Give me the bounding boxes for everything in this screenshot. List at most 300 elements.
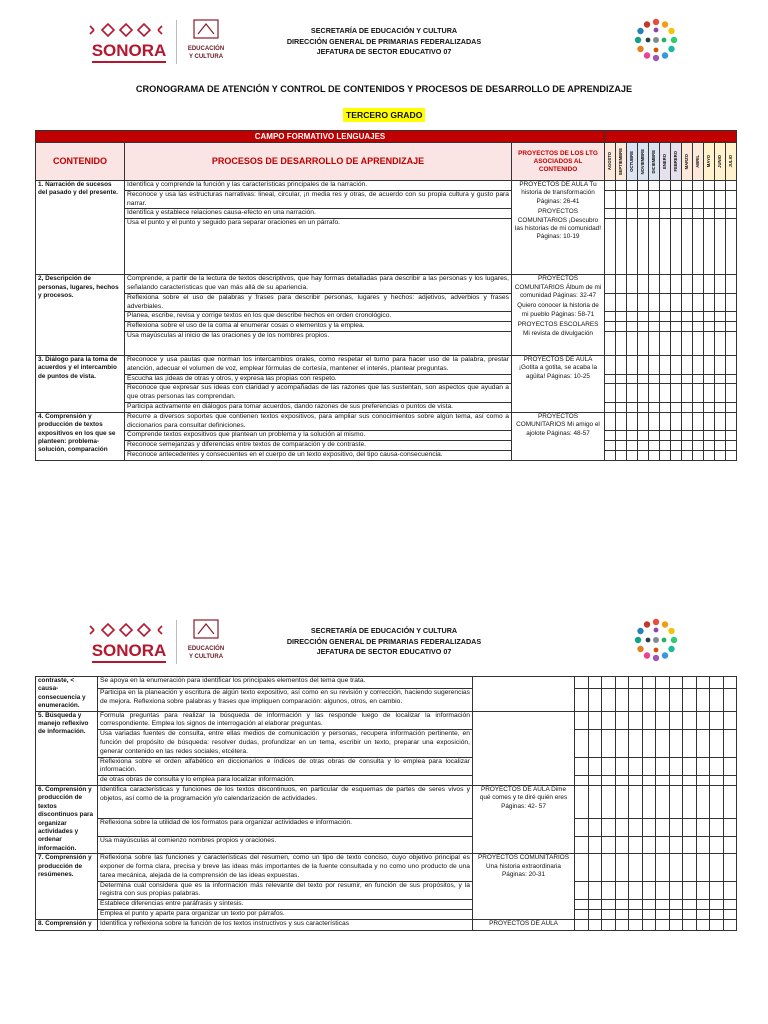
month-tracking-cell[interactable] (723, 900, 737, 910)
month-tracking-cell[interactable] (629, 854, 643, 881)
month-tracking-cell[interactable] (710, 900, 724, 910)
month-tracking-cell[interactable] (638, 331, 649, 355)
month-tracking-cell[interactable] (649, 355, 660, 374)
month-tracking-cell[interactable] (638, 190, 649, 209)
month-tracking-cell[interactable] (602, 854, 616, 881)
month-tracking-cell[interactable] (726, 384, 737, 403)
month-tracking-cell[interactable] (627, 293, 638, 312)
month-tracking-cell[interactable] (704, 322, 715, 332)
month-tracking-cell[interactable] (638, 412, 649, 431)
month-tracking-cell[interactable] (682, 293, 693, 312)
month-tracking-cell[interactable] (649, 412, 660, 431)
month-tracking-cell[interactable] (575, 900, 589, 910)
month-tracking-cell[interactable] (588, 786, 602, 819)
month-tracking-cell[interactable] (575, 711, 589, 730)
month-tracking-cell[interactable] (693, 402, 704, 412)
month-tracking-cell[interactable] (605, 209, 616, 219)
month-tracking-cell[interactable] (602, 776, 616, 786)
month-tracking-cell[interactable] (723, 786, 737, 819)
month-tracking-cell[interactable] (615, 757, 629, 776)
month-tracking-cell[interactable] (696, 730, 710, 757)
month-tracking-cell[interactable] (723, 757, 737, 776)
month-tracking-cell[interactable] (715, 450, 726, 460)
month-tracking-cell[interactable] (683, 776, 697, 786)
month-tracking-cell[interactable] (649, 293, 660, 312)
month-tracking-cell[interactable] (669, 786, 683, 819)
month-tracking-cell[interactable] (710, 910, 724, 920)
month-tracking-cell[interactable] (642, 854, 656, 881)
month-tracking-cell[interactable] (605, 431, 616, 441)
month-tracking-cell[interactable] (704, 384, 715, 403)
month-tracking-cell[interactable] (704, 331, 715, 355)
month-tracking-cell[interactable] (656, 776, 670, 786)
month-tracking-cell[interactable] (693, 219, 704, 275)
month-tracking-cell[interactable] (704, 181, 715, 191)
month-tracking-cell[interactable] (616, 441, 627, 451)
month-tracking-cell[interactable] (649, 312, 660, 322)
month-tracking-cell[interactable] (723, 819, 737, 837)
month-tracking-cell[interactable] (642, 900, 656, 910)
month-tracking-cell[interactable] (616, 402, 627, 412)
month-tracking-cell[interactable] (715, 331, 726, 355)
month-tracking-cell[interactable] (616, 190, 627, 209)
month-tracking-cell[interactable] (671, 219, 682, 275)
month-tracking-cell[interactable] (649, 402, 660, 412)
month-tracking-cell[interactable] (704, 275, 715, 294)
month-tracking-cell[interactable] (723, 919, 737, 930)
month-tracking-cell[interactable] (629, 711, 643, 730)
month-tracking-cell[interactable] (660, 293, 671, 312)
month-tracking-cell[interactable] (696, 776, 710, 786)
month-tracking-cell[interactable] (649, 322, 660, 332)
month-tracking-cell[interactable] (656, 919, 670, 930)
month-tracking-cell[interactable] (723, 688, 737, 711)
month-tracking-cell[interactable] (669, 900, 683, 910)
month-tracking-cell[interactable] (682, 384, 693, 403)
month-tracking-cell[interactable] (671, 181, 682, 191)
month-tracking-cell[interactable] (615, 677, 629, 689)
month-tracking-cell[interactable] (693, 412, 704, 431)
month-tracking-cell[interactable] (615, 776, 629, 786)
month-tracking-cell[interactable] (710, 881, 724, 900)
month-tracking-cell[interactable] (660, 412, 671, 431)
month-tracking-cell[interactable] (638, 312, 649, 322)
month-tracking-cell[interactable] (704, 412, 715, 431)
month-tracking-cell[interactable] (605, 355, 616, 374)
month-tracking-cell[interactable] (642, 836, 656, 854)
month-tracking-cell[interactable] (615, 919, 629, 930)
month-tracking-cell[interactable] (715, 441, 726, 451)
month-tracking-cell[interactable] (602, 786, 616, 819)
month-tracking-cell[interactable] (710, 786, 724, 819)
month-tracking-cell[interactable] (602, 688, 616, 711)
month-tracking-cell[interactable] (696, 900, 710, 910)
month-tracking-cell[interactable] (696, 819, 710, 837)
month-tracking-cell[interactable] (704, 431, 715, 441)
month-tracking-cell[interactable] (575, 757, 589, 776)
month-tracking-cell[interactable] (602, 900, 616, 910)
month-tracking-cell[interactable] (723, 836, 737, 854)
month-tracking-cell[interactable] (627, 181, 638, 191)
month-tracking-cell[interactable] (726, 431, 737, 441)
month-tracking-cell[interactable] (627, 412, 638, 431)
month-tracking-cell[interactable] (669, 836, 683, 854)
month-tracking-cell[interactable] (629, 776, 643, 786)
month-tracking-cell[interactable] (696, 854, 710, 881)
month-tracking-cell[interactable] (669, 688, 683, 711)
month-tracking-cell[interactable] (726, 190, 737, 209)
month-tracking-cell[interactable] (656, 881, 670, 900)
month-tracking-cell[interactable] (602, 910, 616, 920)
month-tracking-cell[interactable] (669, 854, 683, 881)
month-tracking-cell[interactable] (627, 384, 638, 403)
month-tracking-cell[interactable] (642, 688, 656, 711)
month-tracking-cell[interactable] (660, 219, 671, 275)
month-tracking-cell[interactable] (588, 757, 602, 776)
month-tracking-cell[interactable] (710, 836, 724, 854)
month-tracking-cell[interactable] (656, 677, 670, 689)
month-tracking-cell[interactable] (715, 384, 726, 403)
month-tracking-cell[interactable] (616, 450, 627, 460)
month-tracking-cell[interactable] (656, 711, 670, 730)
month-tracking-cell[interactable] (615, 854, 629, 881)
month-tracking-cell[interactable] (715, 275, 726, 294)
month-tracking-cell[interactable] (575, 786, 589, 819)
month-tracking-cell[interactable] (671, 190, 682, 209)
month-tracking-cell[interactable] (627, 441, 638, 451)
month-tracking-cell[interactable] (629, 819, 643, 837)
month-tracking-cell[interactable] (669, 881, 683, 900)
month-tracking-cell[interactable] (616, 431, 627, 441)
month-tracking-cell[interactable] (575, 919, 589, 930)
month-tracking-cell[interactable] (704, 441, 715, 451)
month-tracking-cell[interactable] (660, 374, 671, 384)
month-tracking-cell[interactable] (649, 209, 660, 219)
month-tracking-cell[interactable] (704, 402, 715, 412)
month-tracking-cell[interactable] (616, 322, 627, 332)
month-tracking-cell[interactable] (638, 441, 649, 451)
month-tracking-cell[interactable] (683, 836, 697, 854)
month-tracking-cell[interactable] (575, 776, 589, 786)
month-tracking-cell[interactable] (726, 312, 737, 322)
month-tracking-cell[interactable] (602, 757, 616, 776)
month-tracking-cell[interactable] (649, 181, 660, 191)
month-tracking-cell[interactable] (616, 275, 627, 294)
month-tracking-cell[interactable] (710, 819, 724, 837)
month-tracking-cell[interactable] (671, 355, 682, 374)
month-tracking-cell[interactable] (616, 181, 627, 191)
month-tracking-cell[interactable] (693, 275, 704, 294)
month-tracking-cell[interactable] (660, 355, 671, 374)
month-tracking-cell[interactable] (649, 219, 660, 275)
month-tracking-cell[interactable] (693, 190, 704, 209)
month-tracking-cell[interactable] (682, 181, 693, 191)
month-tracking-cell[interactable] (649, 374, 660, 384)
month-tracking-cell[interactable] (605, 374, 616, 384)
month-tracking-cell[interactable] (616, 374, 627, 384)
month-tracking-cell[interactable] (683, 730, 697, 757)
month-tracking-cell[interactable] (704, 374, 715, 384)
month-tracking-cell[interactable] (671, 374, 682, 384)
month-tracking-cell[interactable] (660, 431, 671, 441)
month-tracking-cell[interactable] (616, 355, 627, 374)
month-tracking-cell[interactable] (715, 355, 726, 374)
month-tracking-cell[interactable] (715, 312, 726, 322)
month-tracking-cell[interactable] (605, 312, 616, 322)
month-tracking-cell[interactable] (704, 209, 715, 219)
month-tracking-cell[interactable] (627, 275, 638, 294)
month-tracking-cell[interactable] (693, 331, 704, 355)
month-tracking-cell[interactable] (682, 412, 693, 431)
month-tracking-cell[interactable] (575, 819, 589, 837)
month-tracking-cell[interactable] (715, 431, 726, 441)
month-tracking-cell[interactable] (660, 402, 671, 412)
month-tracking-cell[interactable] (656, 730, 670, 757)
month-tracking-cell[interactable] (723, 776, 737, 786)
month-tracking-cell[interactable] (696, 910, 710, 920)
month-tracking-cell[interactable] (715, 322, 726, 332)
month-tracking-cell[interactable] (669, 677, 683, 689)
month-tracking-cell[interactable] (710, 776, 724, 786)
month-tracking-cell[interactable] (642, 711, 656, 730)
month-tracking-cell[interactable] (656, 757, 670, 776)
month-tracking-cell[interactable] (726, 181, 737, 191)
month-tracking-cell[interactable] (669, 730, 683, 757)
month-tracking-cell[interactable] (656, 819, 670, 837)
month-tracking-cell[interactable] (575, 854, 589, 881)
month-tracking-cell[interactable] (616, 412, 627, 431)
month-tracking-cell[interactable] (649, 441, 660, 451)
month-tracking-cell[interactable] (627, 402, 638, 412)
month-tracking-cell[interactable] (723, 910, 737, 920)
month-tracking-cell[interactable] (602, 711, 616, 730)
month-tracking-cell[interactable] (682, 322, 693, 332)
month-tracking-cell[interactable] (715, 402, 726, 412)
month-tracking-cell[interactable] (671, 450, 682, 460)
month-tracking-cell[interactable] (704, 219, 715, 275)
month-tracking-cell[interactable] (726, 219, 737, 275)
month-tracking-cell[interactable] (575, 688, 589, 711)
month-tracking-cell[interactable] (696, 919, 710, 930)
month-tracking-cell[interactable] (671, 412, 682, 431)
month-tracking-cell[interactable] (656, 910, 670, 920)
month-tracking-cell[interactable] (660, 450, 671, 460)
month-tracking-cell[interactable] (588, 910, 602, 920)
month-tracking-cell[interactable] (588, 688, 602, 711)
month-tracking-cell[interactable] (682, 441, 693, 451)
month-tracking-cell[interactable] (715, 181, 726, 191)
month-tracking-cell[interactable] (671, 402, 682, 412)
month-tracking-cell[interactable] (693, 431, 704, 441)
month-tracking-cell[interactable] (723, 854, 737, 881)
month-tracking-cell[interactable] (615, 819, 629, 837)
month-tracking-cell[interactable] (693, 293, 704, 312)
month-tracking-cell[interactable] (726, 374, 737, 384)
month-tracking-cell[interactable] (696, 688, 710, 711)
month-tracking-cell[interactable] (627, 190, 638, 209)
month-tracking-cell[interactable] (588, 900, 602, 910)
month-tracking-cell[interactable] (638, 181, 649, 191)
month-tracking-cell[interactable] (649, 431, 660, 441)
month-tracking-cell[interactable] (669, 711, 683, 730)
month-tracking-cell[interactable] (710, 688, 724, 711)
month-tracking-cell[interactable] (627, 209, 638, 219)
month-tracking-cell[interactable] (726, 275, 737, 294)
month-tracking-cell[interactable] (715, 374, 726, 384)
month-tracking-cell[interactable] (715, 219, 726, 275)
month-tracking-cell[interactable] (682, 402, 693, 412)
month-tracking-cell[interactable] (638, 275, 649, 294)
month-tracking-cell[interactable] (605, 402, 616, 412)
month-tracking-cell[interactable] (642, 757, 656, 776)
month-tracking-cell[interactable] (682, 450, 693, 460)
month-tracking-cell[interactable] (638, 293, 649, 312)
month-tracking-cell[interactable] (638, 402, 649, 412)
month-tracking-cell[interactable] (710, 757, 724, 776)
month-tracking-cell[interactable] (642, 677, 656, 689)
month-tracking-cell[interactable] (693, 450, 704, 460)
month-tracking-cell[interactable] (575, 881, 589, 900)
month-tracking-cell[interactable] (629, 730, 643, 757)
month-tracking-cell[interactable] (629, 757, 643, 776)
month-tracking-cell[interactable] (704, 312, 715, 322)
month-tracking-cell[interactable] (682, 219, 693, 275)
month-tracking-cell[interactable] (649, 190, 660, 209)
month-tracking-cell[interactable] (683, 757, 697, 776)
month-tracking-cell[interactable] (575, 730, 589, 757)
month-tracking-cell[interactable] (627, 219, 638, 275)
month-tracking-cell[interactable] (605, 450, 616, 460)
month-tracking-cell[interactable] (616, 209, 627, 219)
month-tracking-cell[interactable] (682, 209, 693, 219)
month-tracking-cell[interactable] (616, 312, 627, 322)
month-tracking-cell[interactable] (683, 919, 697, 930)
month-tracking-cell[interactable] (682, 374, 693, 384)
month-tracking-cell[interactable] (682, 331, 693, 355)
month-tracking-cell[interactable] (616, 293, 627, 312)
month-tracking-cell[interactable] (615, 881, 629, 900)
month-tracking-cell[interactable] (649, 384, 660, 403)
month-tracking-cell[interactable] (656, 786, 670, 819)
month-tracking-cell[interactable] (638, 450, 649, 460)
month-tracking-cell[interactable] (615, 910, 629, 920)
month-tracking-cell[interactable] (693, 209, 704, 219)
month-tracking-cell[interactable] (656, 688, 670, 711)
month-tracking-cell[interactable] (669, 819, 683, 837)
month-tracking-cell[interactable] (627, 374, 638, 384)
month-tracking-cell[interactable] (642, 786, 656, 819)
month-tracking-cell[interactable] (682, 190, 693, 209)
month-tracking-cell[interactable] (656, 854, 670, 881)
month-tracking-cell[interactable] (588, 819, 602, 837)
month-tracking-cell[interactable] (649, 450, 660, 460)
month-tracking-cell[interactable] (660, 209, 671, 219)
month-tracking-cell[interactable] (602, 819, 616, 837)
month-tracking-cell[interactable] (629, 919, 643, 930)
month-tracking-cell[interactable] (627, 331, 638, 355)
month-tracking-cell[interactable] (642, 919, 656, 930)
month-tracking-cell[interactable] (696, 711, 710, 730)
month-tracking-cell[interactable] (710, 677, 724, 689)
month-tracking-cell[interactable] (660, 275, 671, 294)
month-tracking-cell[interactable] (588, 854, 602, 881)
month-tracking-cell[interactable] (710, 854, 724, 881)
month-tracking-cell[interactable] (605, 293, 616, 312)
month-tracking-cell[interactable] (693, 384, 704, 403)
month-tracking-cell[interactable] (723, 881, 737, 900)
month-tracking-cell[interactable] (671, 331, 682, 355)
month-tracking-cell[interactable] (605, 190, 616, 209)
month-tracking-cell[interactable] (605, 219, 616, 275)
month-tracking-cell[interactable] (629, 786, 643, 819)
month-tracking-cell[interactable] (671, 275, 682, 294)
month-tracking-cell[interactable] (723, 730, 737, 757)
month-tracking-cell[interactable] (588, 776, 602, 786)
month-tracking-cell[interactable] (605, 441, 616, 451)
month-tracking-cell[interactable] (642, 910, 656, 920)
month-tracking-cell[interactable] (638, 209, 649, 219)
month-tracking-cell[interactable] (588, 677, 602, 689)
month-tracking-cell[interactable] (726, 331, 737, 355)
month-tracking-cell[interactable] (656, 836, 670, 854)
month-tracking-cell[interactable] (671, 209, 682, 219)
month-tracking-cell[interactable] (683, 688, 697, 711)
month-tracking-cell[interactable] (682, 431, 693, 441)
month-tracking-cell[interactable] (683, 900, 697, 910)
month-tracking-cell[interactable] (704, 190, 715, 209)
month-tracking-cell[interactable] (683, 854, 697, 881)
month-tracking-cell[interactable] (696, 881, 710, 900)
month-tracking-cell[interactable] (696, 757, 710, 776)
month-tracking-cell[interactable] (669, 919, 683, 930)
month-tracking-cell[interactable] (615, 688, 629, 711)
month-tracking-cell[interactable] (602, 919, 616, 930)
month-tracking-cell[interactable] (602, 730, 616, 757)
month-tracking-cell[interactable] (696, 836, 710, 854)
month-tracking-cell[interactable] (715, 412, 726, 431)
month-tracking-cell[interactable] (638, 219, 649, 275)
month-tracking-cell[interactable] (605, 322, 616, 332)
month-tracking-cell[interactable] (575, 677, 589, 689)
month-tracking-cell[interactable] (656, 900, 670, 910)
month-tracking-cell[interactable] (615, 711, 629, 730)
month-tracking-cell[interactable] (683, 881, 697, 900)
month-tracking-cell[interactable] (660, 181, 671, 191)
month-tracking-cell[interactable] (638, 355, 649, 374)
month-tracking-cell[interactable] (715, 209, 726, 219)
month-tracking-cell[interactable] (588, 919, 602, 930)
month-tracking-cell[interactable] (575, 910, 589, 920)
month-tracking-cell[interactable] (616, 219, 627, 275)
month-tracking-cell[interactable] (671, 384, 682, 403)
month-tracking-cell[interactable] (660, 384, 671, 403)
month-tracking-cell[interactable] (627, 322, 638, 332)
month-tracking-cell[interactable] (683, 711, 697, 730)
month-tracking-cell[interactable] (629, 836, 643, 854)
month-tracking-cell[interactable] (629, 677, 643, 689)
month-tracking-cell[interactable] (615, 786, 629, 819)
month-tracking-cell[interactable] (693, 312, 704, 322)
month-tracking-cell[interactable] (638, 431, 649, 441)
month-tracking-cell[interactable] (627, 431, 638, 441)
month-tracking-cell[interactable] (588, 881, 602, 900)
month-tracking-cell[interactable] (642, 776, 656, 786)
month-tracking-cell[interactable] (602, 836, 616, 854)
month-tracking-cell[interactable] (602, 677, 616, 689)
month-tracking-cell[interactable] (726, 412, 737, 431)
month-tracking-cell[interactable] (642, 881, 656, 900)
month-tracking-cell[interactable] (693, 322, 704, 332)
